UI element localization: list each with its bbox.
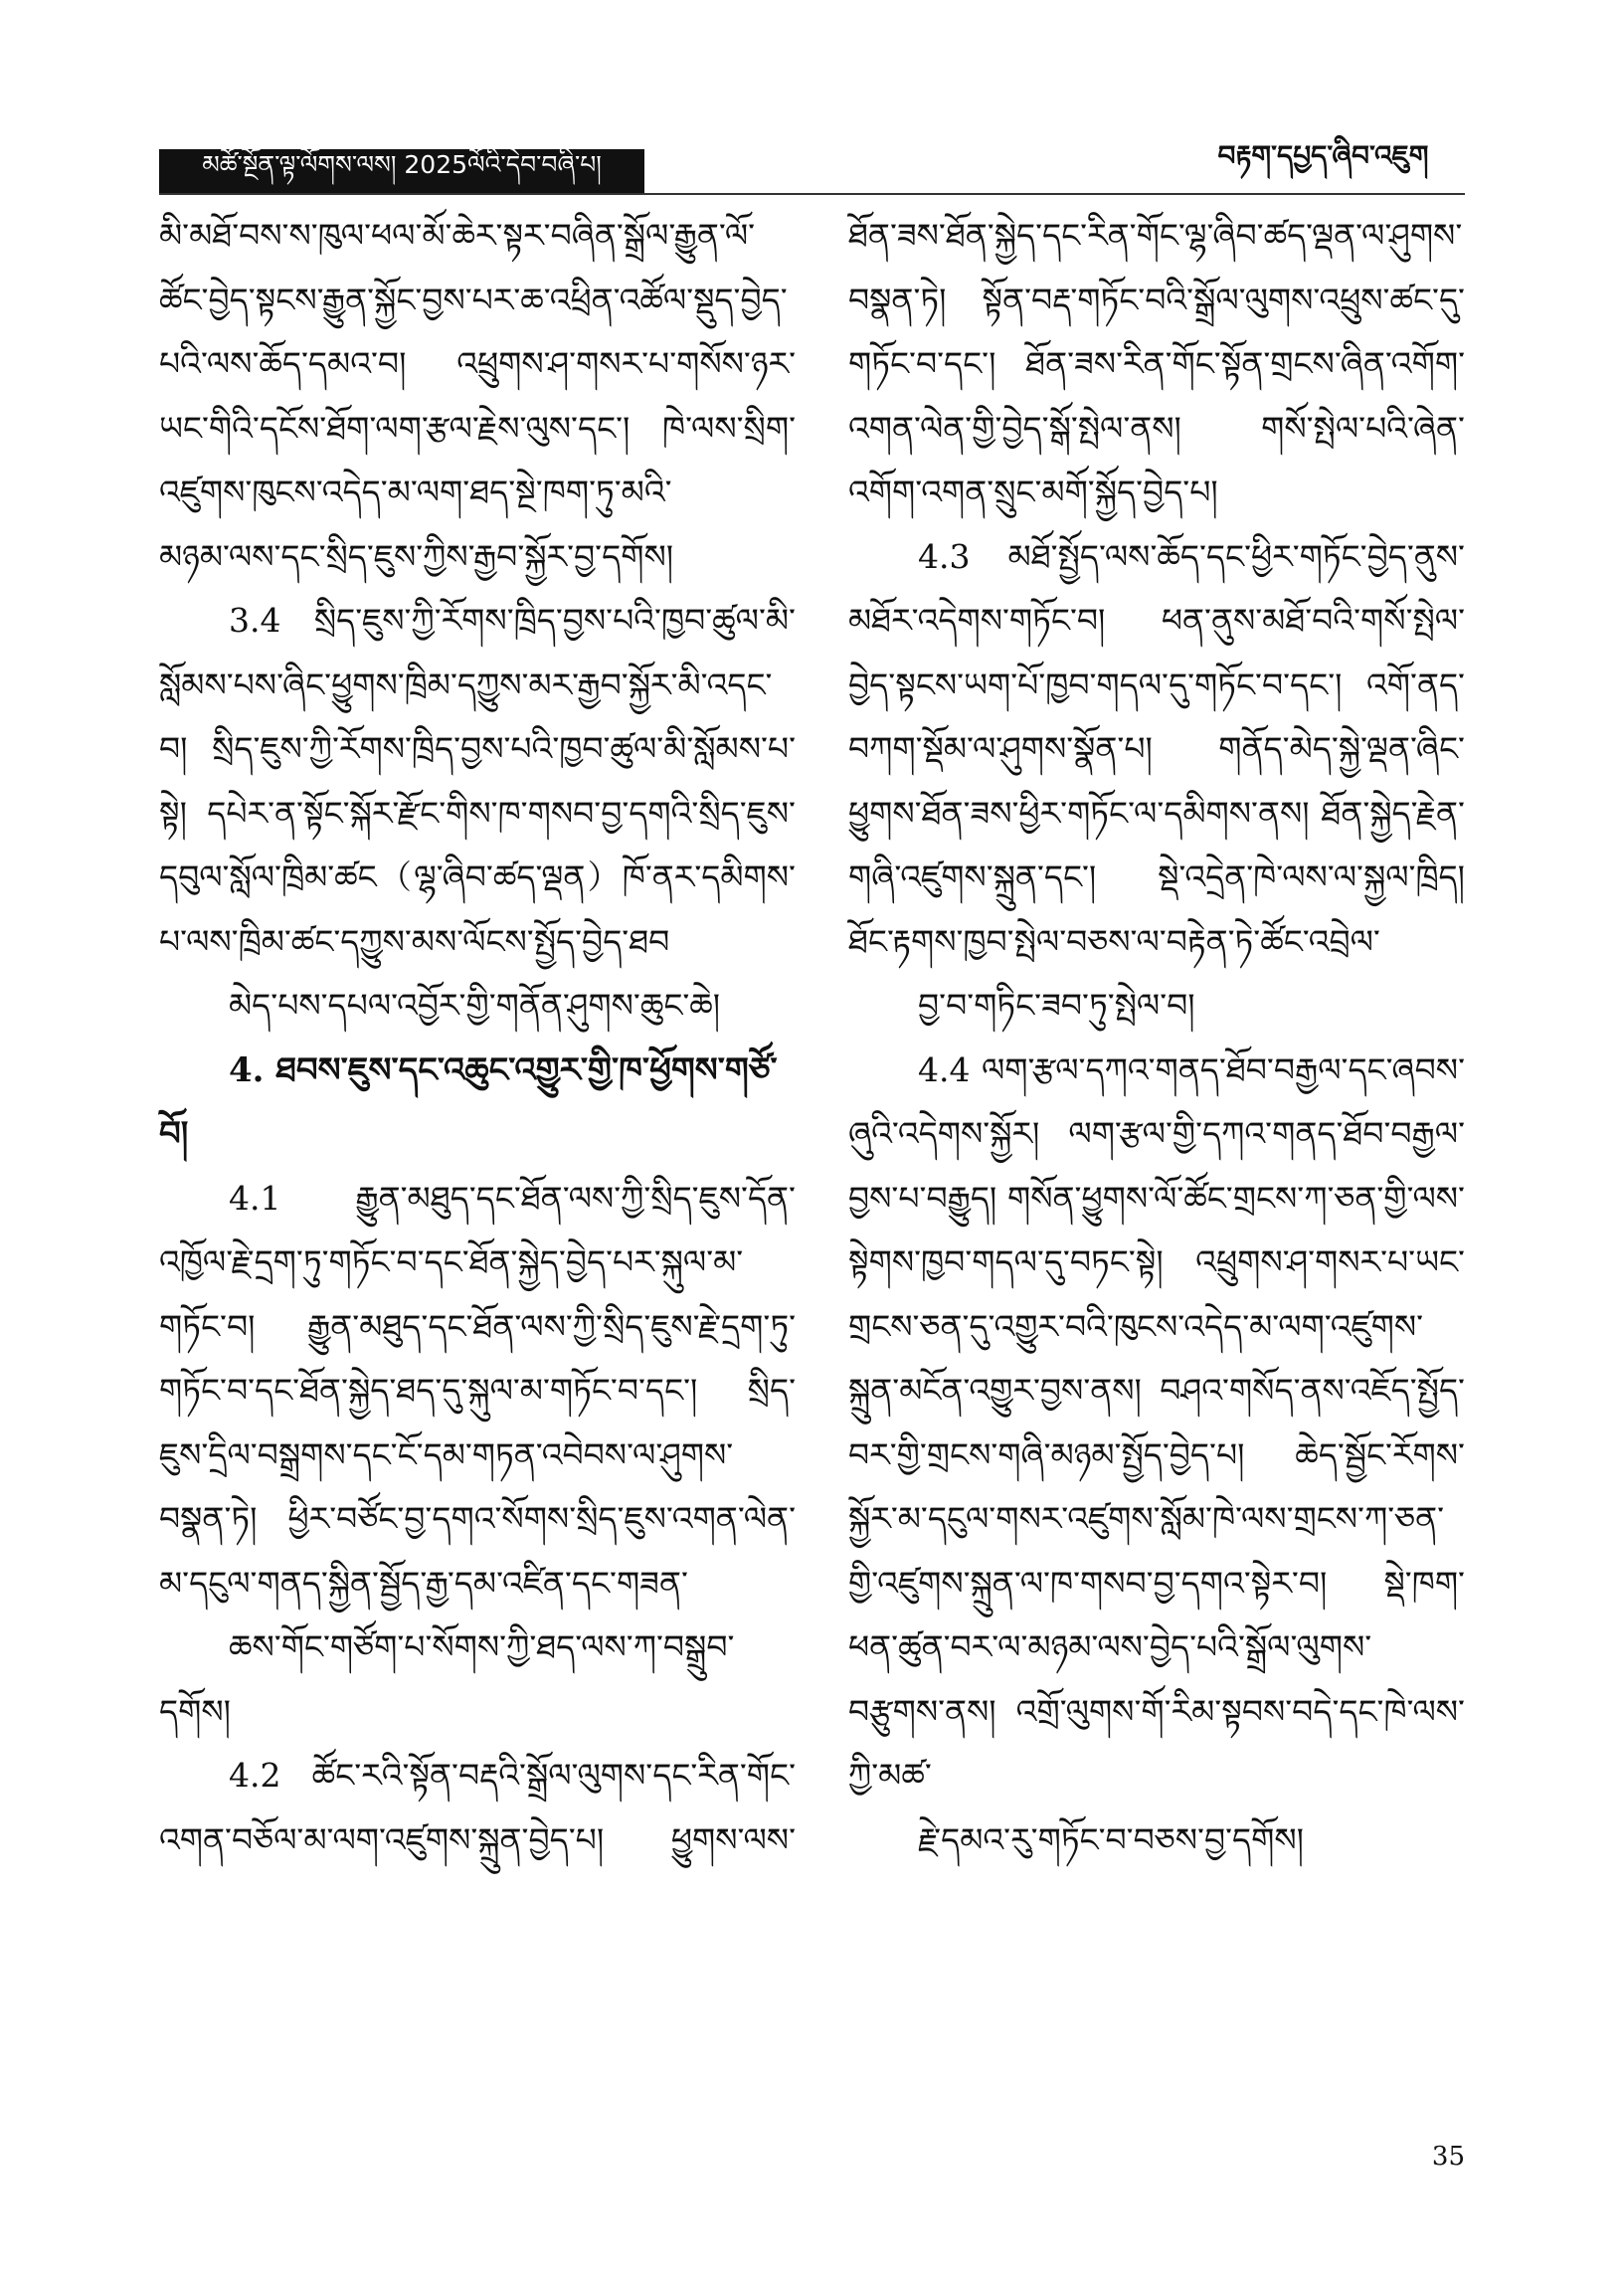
paragraph-text: 4.4 ལག་རྩལ་དཀའ་གནད་ཐོབ་བརྒྱལ་དང་ཞབས་ཞུའི་འདེགས་སྐྱོར། ལག་རྩལ་གྱི་དཀའ་གནད་ཐོབ་བརྒྱལ་བྱས་པ་བརྒྱུད། གསོན་ཕྱུགས་ལོ་ཚོང་གྲངས་ཀ་ཅན་གྱི་ལས་སྟེགས་ཁྱབ་གདལ་དུ་བཏང་སྟེ། འཕྲུགས་ཤ་གསར་པ་ཡང་གྲངས་ཅན་དུ་འགྱུར་བའི་ཁུངས་འདེད་མ་ལག་འཛུགས་སྐྲུན་མངོན་འགྱུར་བྱས་ནས། བཤའ་གསོད་ནས་འཇོད་སྤྱོད་བར་གྱི་གྲངས་གཞི་མཉམ་སྤྱོད་བྱེད་པ། ཆེད་སྦྱོང་རོགས་སྐྱོར་མ་དངུལ་གསར་འཛུགས་སློམ་ཁེ་ལས་གྲངས་ཀ་ཅན་གྱི་འཛུགས་སྐྲུན་ལ་ཁ་གསབ་བྱ་དགའ་སྟེར་བ། སྡེ་ཁག་ཕན་ཚུན་བར་ལ་མཉམ་ལས་བྱེད་པའི་སྒྲོལ་ལུགས་བརྩུགས་ནས། འགྲོ་ལུགས་གོ་རིམ་སྟབས་བདེ་དང་ཁེ་ལས་ཀྱི་མཚ་ bbox=[848, 1049, 1465, 1795]
paragraph-text: 3.4 སྲིད་ཇུས་ཀྱི་རོགས་ཁྲིད་བྱས་པའི་ཁྱབ་ཚུལ་མི་སློམས་པས་ཞིང་ཕྱུགས་ཁྲིམ་དཀྱུས་མར་རྒྱབ་སྐྱོར་མི་འདང་བ། སྲིད་ཇུས་ཀྱི་རོགས་ཁྲིད་བྱས་པའི་ཁྱབ་ཚུལ་མི་སློམས་པ་སྟེ། དཔེར་ན་སྟོང་སྐོར་རྫོང་གིས་ཁ་གསབ་བྱ་དགའི་སྲིད་ཇུས་དབུལ་སློལ་ཁྲིམ་ཚང（ལྷ་ཞིབ་ཚད་ལྡན）ཁོ་ནར་དམིགས་པ་ལས་ཁྲིམ་ཚང་དཀྱུས་མས་ལོངས་སྤྱོད་བྱེད་ཐབ bbox=[159, 601, 796, 961]
paragraph bbox=[159, 1744, 796, 1872]
paragraph bbox=[159, 589, 796, 1039]
paragraph-last-line: བྱ་བ་གཏིང་ཟབ་ཏུ་སྤེལ་བ། bbox=[918, 986, 1195, 1025]
section-header: བརྟག་དཔྱད་ཞིབ་འཇུག bbox=[1217, 138, 1429, 172]
header-divider bbox=[159, 193, 1465, 195]
paragraph-last-line: ཆས་གོང་གཙོག་པ་སོགས་ཀྱི་ཐད་ལས་ཀ་བསྒྲུབ་དགོས། bbox=[159, 1627, 735, 1731]
journal-header: མཚོ་སྔོན་ལྟ་ལོགས་ལས། 2025ལོའི་དེབ་བཞི་པ། bbox=[159, 149, 644, 193]
paragraph-text: མི་མཐོ་བས་ས་ཁུལ་ཕལ་མོ་ཆེར་སྟར་བཞིན་སྒྲོལ་རྒྱུན་ལོ་ཚོང་བྱེད་སྟངས་རྒྱུན་སྐྱོང་བྱས་པར་ཆ་འཕྲིན་འཚོལ་སྡུད་བྱེད་པའི་ལས་ཆོད་དམའ་བ། འཕྲུགས་ཤ་གསར་པ་གསོས་ཉར་ཡང་གིའི་དངོས་ཐོག་ལག་རྩལ་རྗེས་ལུས་དང་། ཁེ་ལས་སྲིག་འཛུགས་ཁུངས་འདེད་མ་ལག་ཐད་སྔེ་ཁག་ཏུ་མའི་ bbox=[159, 216, 796, 511]
paragraph bbox=[159, 1167, 796, 1745]
paragraph-text: ཐོན་ཟས་ཐོན་སྐྱེད་དང་རིན་གོང་ལྷ་ཞིབ་ཚད་ལྡན་ལ་ཤུགས་བསྣན་ཏེ། སྟོན་བརྡ་གཏོང་བའི་སྒྲོལ་ལུགས་འཕྲུས་ཚང་དུ་གཏོང་བ་དང་། ཐོན་ཟས་རིན་གོང་སྟོན་གྲངས་ཞིན་འགོག་འགན་ལེན་གྱི་བྱེད་སྒོ་སྤེལ་ནས། གསོ་སྤེལ་པའི་ཞེན་ bbox=[848, 216, 1465, 448]
paragraph-text: 4.1 རྒྱུན་མཐུད་དང་ཐོན་ལས་ཀྱི་སྲིད་ཇུས་དོན་འཁྱོལ་རྗེ་དྲག་ཏུ་གཏོང་བ་དང་ཐོན་སྐྱེད་བྱེད་པར་སྐུལ་མ་གཏོང་བ། རྒྱུན་མཐུད་དང་ཐོན་ལས་ཀྱི་སྲིད་ཇུས་རྗེ་དྲག་ཏུ་གཏོང་བ་དང་ཐོན་སྐྱེད་ཐད་དུ་སྐུལ་མ་གཏོང་བ་དང་། སྲིད་ཇུས་དྲིལ་བསྒྲགས་དང་ངོ་དམ་གཏན་འབེབས་ལ་ཤུགས་བསྣན་ཏེ། ཕྱིར་བཙོང་བྱ་དགའ་སོགས་སྲིད་ཇུས་འགན་ལེན་མ་དངུལ་གནད་སྐྱིན་སྦྱོད་རྒྱ་དམ་འཛིན་དང་གཟན་ bbox=[159, 1178, 796, 1603]
paragraph bbox=[159, 204, 796, 589]
section-heading: 4. ཐབས་ཇུས་དང་འཆུང་འགྱུར་གྱི་ཁ་ཕྱོགས་གཙོ་བོ། bbox=[159, 1049, 778, 1154]
paragraph-last-line: རྗེ་དམའ་རུ་གཏོང་བ་བཅས་བྱ་དགོས། bbox=[918, 1819, 1304, 1859]
paragraph-text: 4.2 ཚོང་རའི་སྟོན་བརྡའི་སྒྲོལ་ལུགས་དང་རིན་གོང་འགན་བཅོལ་མ་ལག་འཛུགས་སྐྲུན་བྱེད་པ། ཕྱུགས་ལས་ bbox=[159, 1756, 796, 1859]
paragraph-last-line: འགོག་འགན་སྲུང་མགོ་སྐྱོད་བྱེད་པ། bbox=[848, 473, 1218, 511]
paragraph-last-line: མཉམ་ལས་དང་སྲིད་ཇུས་ཀྱིས་རྒྱབ་སྐྱོར་བྱ་དགོས། bbox=[159, 536, 674, 576]
paragraph bbox=[848, 1039, 1465, 1873]
paragraph bbox=[848, 204, 1465, 525]
page-number: 35 bbox=[1431, 2142, 1465, 2172]
paragraph-text: 4.3 མཐོ་སྤྱོད་ལས་ཆོད་དང་ཕྱིར་གཏོང་བྱེད་ནུས་མཐོར་འདེགས་གཏོང་བ། ཕན་ནུས་མཐོ་བའི་གསོ་སྤེལ་བྱེད་སྟངས་ཡག་པོ་ཁྱབ་གདལ་དུ་གཏོང་བ་དང་། འགོ་ནད་བཀག་སྡོམ་ལ་ཤུགས་སྣོན་པ། གནོད་མེད་སྐྱེ་ལྡན་ཞིང་ཕྱུགས་ཐོན་ཟས་ཕྱིར་གཏོང་ལ་དམིགས་ནས། ཐོན་སྐྱེད་རྗེན་གཞི་འཛུགས་སྐྲུན་དང་། སྡེ་འདྲེན་ཁེ་ལས་ལ་སྐྱལ་ཁྲིད། ཐོང་རྟགས་ཁྱབ་སྤེལ་བཅས་ལ་བརྟེན་ཏེ་ཚོང་འབྲེལ་ bbox=[848, 536, 1465, 961]
right-column bbox=[848, 204, 1465, 1872]
left-column bbox=[159, 204, 796, 1872]
paragraph-last-line: མེད་པས་དཔལ་འབྱོར་གྱི་གནོན་ཤུགས་ཆུང་ཆེ། bbox=[229, 986, 721, 1025]
paragraph bbox=[848, 525, 1465, 1039]
